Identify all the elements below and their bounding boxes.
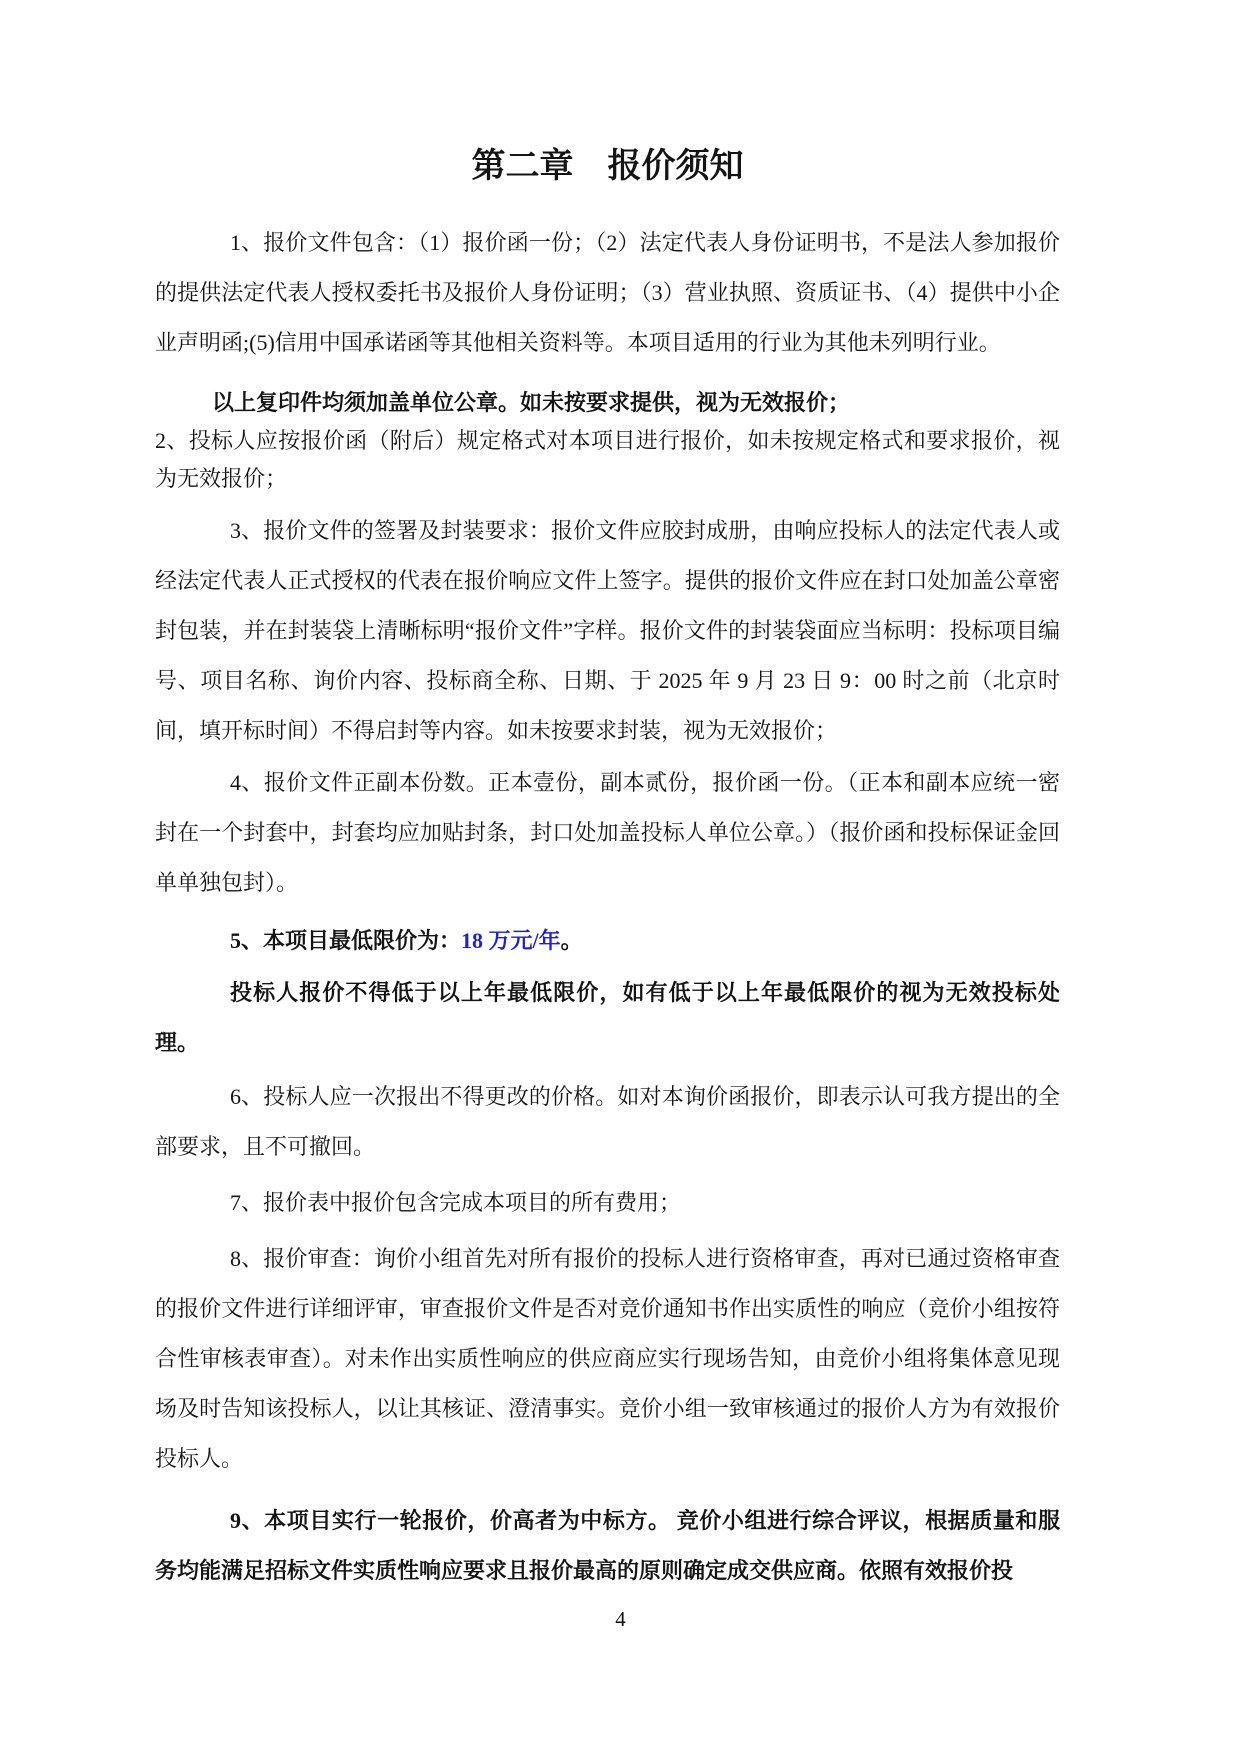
para-6-price-final: 6、投标人应一次报出不得更改的价格。如对本询价函报价，即表示认可我方提出的全部要求，且不可撤回。 xyxy=(155,1084,1060,1159)
notice-stamp-requirement: 以上复印件均须加盖单位公章。如未按要求提供，视为无效报价； xyxy=(212,390,851,415)
chapter-title: 第二章 报价须知 xyxy=(471,148,744,185)
min-price-terminator: 。 xyxy=(560,928,583,953)
min-price-value: 18 万元/年 xyxy=(461,928,561,953)
para-5-note-invalid-bid: 投标人报价不得低于以上年最低限价，如有低于以上年最低限价的视为无效投标处理。 xyxy=(155,980,1060,1055)
page-number: 4 xyxy=(615,1607,626,1631)
para-5-minimum-price xyxy=(155,916,1060,966)
para-8-quotation-review: 8、报价审查：询价小组首先对所有报价的投标人进行资格审查，再对已通过资格审查的报价文件进行详细评审，审查报价文件是否对竞价通知书作出实质性的响应（竞价小组按符合性审核表审查）。对未作出实质性响应的供应商应实行现场告知，由竞价小组将集体意见现场及时告知该投标人，以让其核证、澄清事实。竞价小组一致审核通过的报价人方为有效报价投标人。 xyxy=(155,1246,1060,1471)
para-2-quotation-format: 2、投标人应按报价函（附后）规定格式对本项目进行报价，如未按规定格式和要求报价，视为无效报价； xyxy=(155,428,1060,491)
para-3-signing-sealing: 3、报价文件的签署及封装要求：报价文件应胶封成册，由响应投标人的法定代表人或经法定代表人正式授权的代表在报价响应文件上签字。提供的报价文件应在封口处加盖公章密封包装，并在封装袋上清晰标明“报价文件”字样。报价文件的封装袋面应当标明：投标项目编号、项目名称、询价内容、投标商全称、日期、于 2025 年 9 月 23 日 9：00 时之前（北京时间，填开标时间）不得启封等内容。如未按要求封装，视为无效报价； xyxy=(155,518,1060,743)
para-9-award-rule: 9、本项目实行一轮报价，价高者为中标方。 竞价小组进行综合评议，根据质量和服务均能满足招标文件实质性响应要求且报价最高的原则确定成交供应商。依照有效报价投 xyxy=(155,1508,1060,1583)
min-price-label: 5、本项目最低限价为： xyxy=(230,928,462,953)
para-1-documents-required: 1、报价文件包含：（1）报价函一份；（2）法定代表人身份证明书，不是法人参加报价的提供法定代表人授权委托书及报价人身份证明；（3）营业执照、资质证书、（4）提供中小企业声明函;(5)信用中国承诺函等其他相关资料等。本项目适用的行业为其他未列明行业。 xyxy=(155,230,1060,355)
para-4-copies: 4、报价文件正副本份数。正本壹份，副本贰份，报价函一份。（正本和副本应统一密封在一个封套中，封套均应加贴封条，封口处加盖投标人单位公章。）（报价函和投标保证金回单单独包封）。 xyxy=(155,770,1060,895)
para-7-all-costs: 7、报价表中报价包含完成本项目的所有费用； xyxy=(230,1190,682,1215)
